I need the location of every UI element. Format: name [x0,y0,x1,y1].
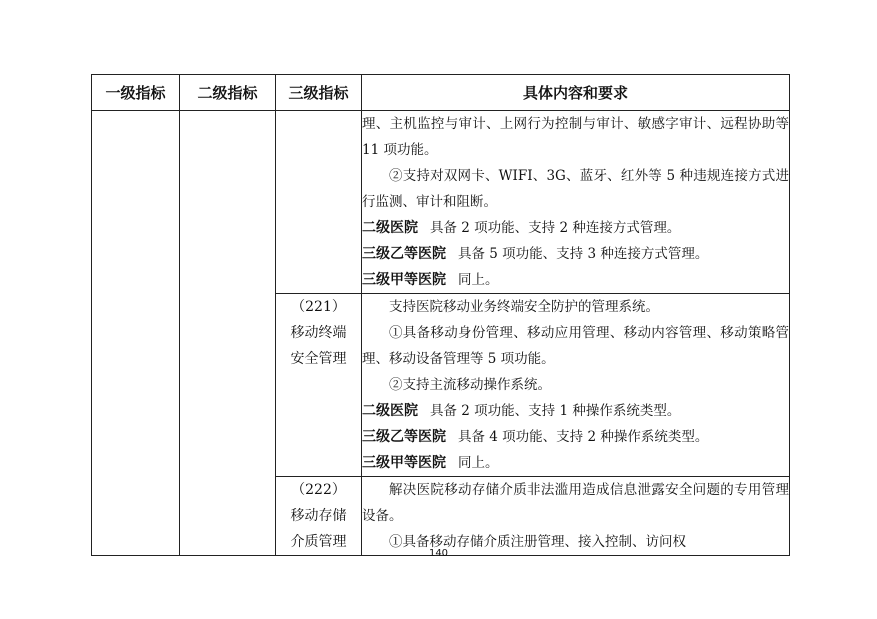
tier-text: 同上。 [458,455,499,471]
content-cell [362,111,790,294]
level2-cell [180,111,276,556]
tier-label: 三级甲等医院 [362,272,446,288]
level1-cell [92,111,180,556]
tier-text: 具备 4 项功能、支持 2 种操作系统类型。 [458,429,709,445]
tier-line [362,450,789,476]
tier-line [362,424,789,450]
content-line: 理、主机监控与审计、上网行为控制与审计、敏感字审计、远程协助等 11 项功能。 [362,116,789,158]
tier-label: 二级医院 [362,220,418,236]
tier-label: 二级医院 [362,403,418,419]
tier-text: 同上。 [458,272,499,288]
table-row [92,111,790,294]
content-line: 支持医院移动业务终端安全防护的管理系统。 [389,299,659,315]
tier-line [362,215,789,241]
level3-cell [276,477,362,556]
indicator-name: 移动存储 [290,508,347,524]
content-cell [362,477,790,556]
content-cell [362,294,790,477]
header-level1: 一级指标 [92,75,180,111]
content-line: ①具备移动存储介质注册管理、接入控制、访问权 [389,534,686,550]
tier-line [362,398,789,424]
content-line: ②支持对双网卡、WIFI、3G、蓝牙、红外等 5 种违规连接方式进行监测、审计和阻断。 [362,168,789,210]
tier-label: 三级乙等医院 [362,246,446,262]
tier-line [362,267,789,293]
requirements-table [91,74,790,556]
tier-text: 具备 2 项功能、支持 1 种操作系统类型。 [430,403,681,419]
tier-label: 三级乙等医院 [362,429,446,445]
tier-line [362,241,789,267]
level3-cell [276,294,362,477]
indicator-code: （222） [291,482,346,498]
header-level2: 二级指标 [180,75,276,111]
level3-cell [276,111,362,294]
indicator-name: 安全管理 [290,351,347,367]
header-level3: 三级指标 [276,75,362,111]
tier-label: 三级甲等医院 [362,455,446,471]
header-content: 具体内容和要求 [362,75,790,111]
tier-text: 具备 2 项功能、支持 2 种连接方式管理。 [430,220,681,236]
indicator-name: 移动终端 [290,325,347,341]
content-line: 解决医院移动存储介质非法滥用造成信息泄露安全问题的专用管理设备。 [362,482,789,524]
content-line: ②支持主流移动操作系统。 [389,377,551,393]
indicator-code: （221） [291,299,346,315]
content-line: ①具备移动身份管理、移动应用管理、移动内容管理、移动策略管理、移动设备管理等 5 项功能。 [362,325,789,367]
table-header-row [92,75,790,111]
indicator-name: 介质管理 [290,534,347,550]
page-number: 140 [428,548,449,559]
tier-text: 具备 5 项功能、支持 3 种连接方式管理。 [458,246,709,262]
